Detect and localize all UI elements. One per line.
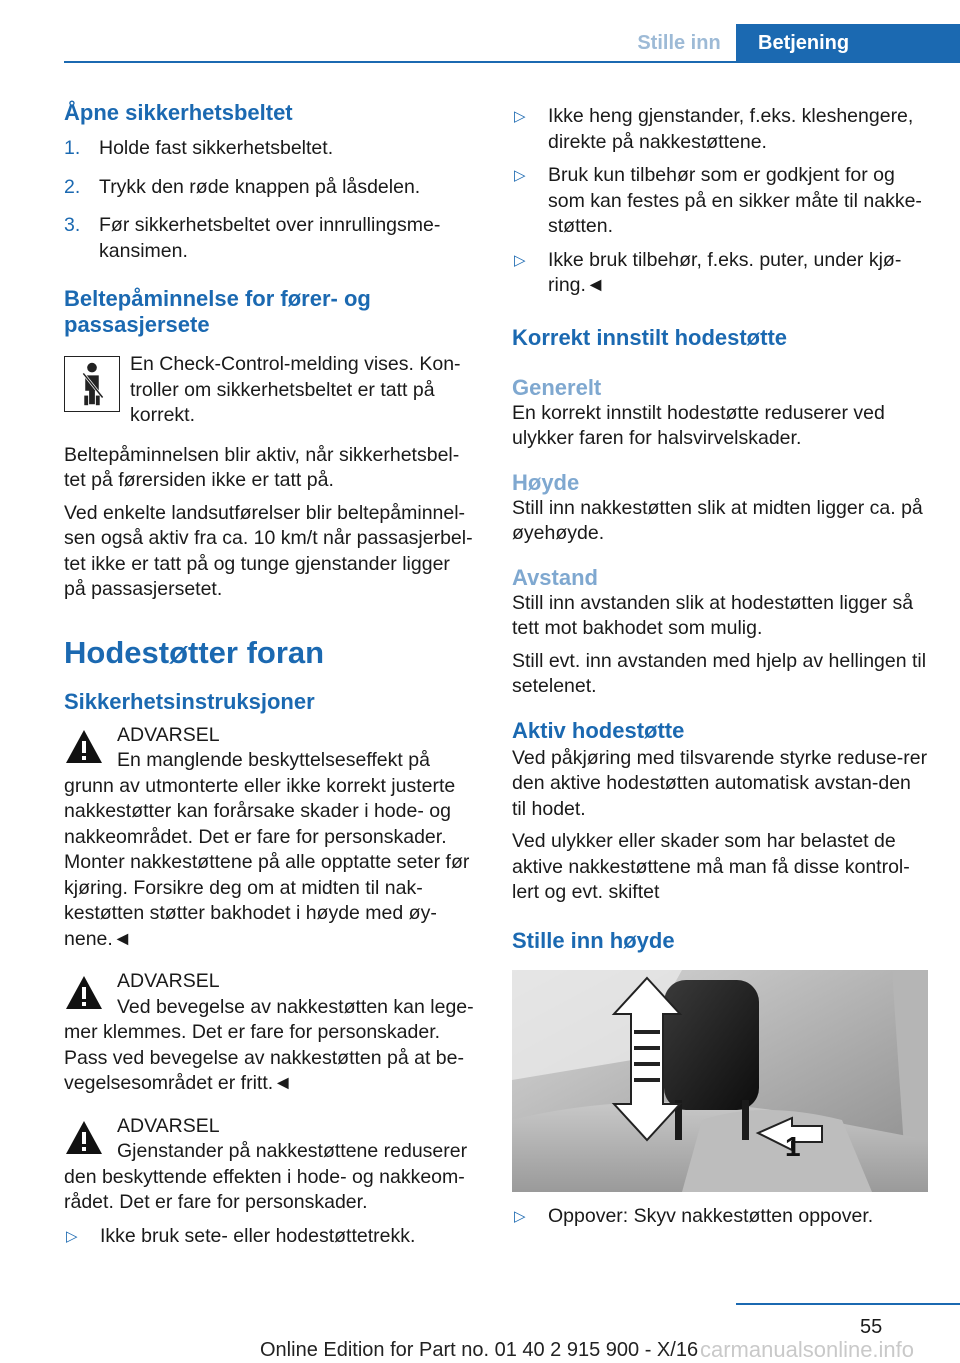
watermark: carmanualsonline.info	[700, 1337, 915, 1362]
warning-text: En manglende beskyttelseseffekt på grunn av utmonterte eller ikke korrekt justerte nakkestøtter kan forårsake skader i hode- og nakkeområdet. Det er fare for personskader. Monter nakkestøttene på alle opptatte seter før kjøring. Forsikre deg om at midten til nak‐kestøtten støtter bakhodet i høyde med øy‐nene.◄	[64, 749, 470, 950]
step-text: Før sikkerhetsbeltet over innrullingsme‐kansimen.	[99, 214, 441, 262]
warning-icon	[64, 727, 104, 767]
paragraph: Still evt. inn avstanden med hjelp av hellingen til setelenet.	[512, 649, 927, 697]
section-title-open-belt: Åpne sikkerhetsbeltet	[64, 100, 293, 125]
section-title-safety: Sikkerhetsinstruksjoner	[64, 688, 315, 714]
step-item	[64, 136, 476, 162]
warning-text: Ved bevegelse av nakkestøtten kan lege‐mer klemmes. Det er fare for personskader. Pass ved bevegelse av nakkestøtten på at be‐vegelsesområdet er fritt.◄	[64, 995, 474, 1094]
photo-marker-label: 1	[785, 1130, 801, 1162]
subsection-title: Generelt	[512, 374, 602, 400]
paragraph: En korrekt innstilt hodestøtte reduserer ved ulykker faren for halsvirvelskader.	[512, 401, 885, 449]
left-column	[64, 100, 476, 1249]
online-edition-note: Online Edition for Part no. 01 40 2 915 900 - X/16	[260, 1339, 699, 1361]
bullet-triangle-icon: ▷	[514, 108, 526, 125]
bullet-text: Ikke bruk sete- eller hodestøttetrekk.	[100, 1224, 416, 1247]
step-item	[64, 175, 476, 201]
section-title-set-height: Stille inn høyde	[512, 927, 675, 953]
bullet-text: Ikke bruk tilbehør, f.eks. puter, under kjø‐ring.◄	[548, 248, 902, 296]
bullet-triangle-icon: ▷	[66, 1227, 78, 1245]
paragraph: Beltepåminnelsen blir aktiv, når sikkerhetsbel‐tet på førersiden ikke er tatt på.	[64, 443, 460, 491]
step-number: 1.	[64, 137, 81, 159]
step-item	[64, 213, 476, 264]
step-text: Trykk den røde knappen på låsdelen.	[99, 175, 421, 198]
header-tab-stille-inn[interactable]: Stille inn	[637, 31, 721, 54]
paragraph: Ved påkjøring med tilsvarende styrke reduse‐rer den aktive hodestøtten automatisk avstan‐den til hodet.	[512, 746, 928, 820]
belt-reminder-text: En Check-Control-melding vises. Kon‐troller om sikkerhetsbeltet er tatt på korrekt.	[130, 353, 461, 426]
warning-text: Gjenstander på nakkestøttene reduserer den beskyttende effekten i hode- og nakkeom‐rådet. Det er fare for personskader.	[64, 1140, 468, 1213]
chapter-title: Hodestøtter foran	[64, 634, 325, 670]
headrest-photo	[512, 970, 928, 1192]
paragraph: Still inn avstanden slik at hodestøtten ligger så tett mot bakhodet som mulig.	[512, 591, 914, 639]
bullet-item	[512, 1204, 928, 1230]
bullet-text: Oppover: Skyv nakkestøtten oppover.	[548, 1204, 874, 1227]
header-rule	[64, 61, 960, 63]
bullet-triangle-icon: ▷	[514, 251, 526, 269]
warning-icon	[64, 973, 104, 1013]
right-column	[512, 104, 928, 1229]
warning-label: ADVARSEL	[117, 970, 220, 992]
bullet-text: Bruk kun tilbehør som er godkjent for og som kan festes på en sikker måte til nakke‐støtten.	[548, 164, 922, 237]
subsection-title: Høyde	[512, 469, 580, 495]
bullet-triangle-icon: ▷	[514, 167, 526, 184]
warning-block	[64, 723, 476, 953]
seatbelt-icon	[64, 356, 120, 412]
step-number: 3.	[64, 214, 81, 236]
warning-block	[64, 969, 476, 1097]
page-number: 55	[860, 1316, 883, 1338]
warning-icon	[64, 1118, 104, 1158]
bullet-item	[512, 163, 928, 240]
paragraph: Ved ulykker eller skader som har belastet de aktive nakkestøttene må man få disse kontrol‐lert og evt. skiftet	[512, 830, 910, 903]
bullet-text: Ikke heng gjenstander, f.eks. kleshengere, direkte på nakkestøttene.	[548, 105, 914, 153]
step-number: 2.	[64, 175, 81, 198]
warning-label: ADVARSEL	[117, 723, 220, 746]
subsection-title: Avstand	[512, 564, 598, 590]
bullet-item	[64, 1224, 476, 1250]
warning-label: ADVARSEL	[117, 1114, 220, 1137]
footer-rule	[736, 1303, 960, 1305]
section-title-active-headrest: Aktiv hodestøtte	[512, 717, 685, 743]
step-text: Holde fast sikkerhetsbeltet.	[99, 137, 334, 159]
headrest-illustration	[512, 970, 928, 1192]
paragraph: Ved enkelte landsutførelser blir beltepåminnel‐sen også aktiv fra ca. 10 km/t når passasjerbel‐tet ikke er tatt på og tunge gjenstander ligger på passasjersetet.	[64, 501, 473, 600]
bullet-item	[512, 104, 928, 155]
belt-reminder-block	[64, 352, 476, 429]
section-title-belt-reminder: Beltepåminnelse for fører- og passasjersete	[64, 286, 371, 337]
steps-list	[64, 136, 476, 264]
bullet-triangle-icon: ▷	[514, 1207, 526, 1225]
paragraph: Still inn nakkestøtten slik at midten ligger ca. på øyehøyde.	[512, 496, 923, 544]
bullet-item	[512, 248, 928, 299]
section-title-headrest: Korrekt innstilt hodestøtte	[512, 324, 788, 350]
warning-block	[64, 1114, 476, 1216]
header-tab-betjening[interactable]: Betjening	[736, 24, 960, 62]
